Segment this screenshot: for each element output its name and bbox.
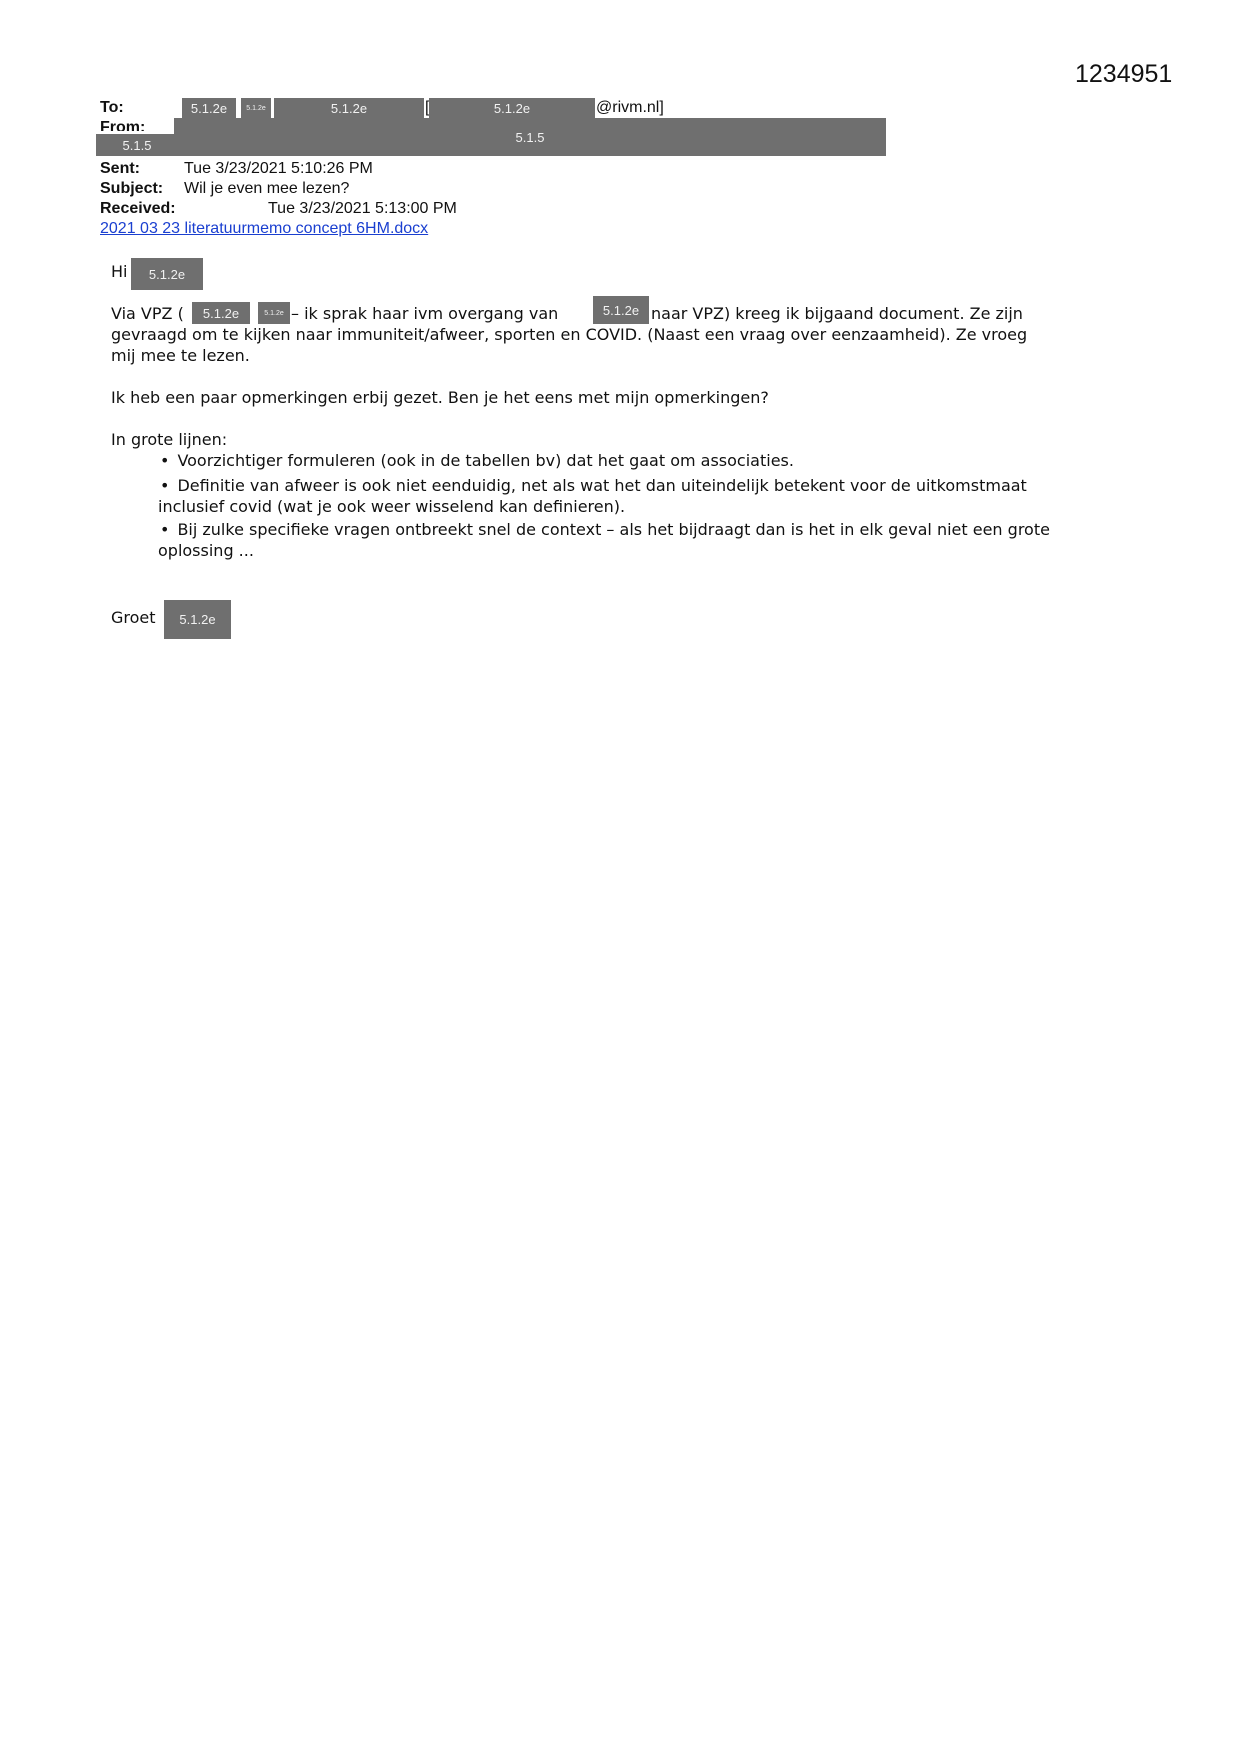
- closing: Groet: [111, 608, 156, 627]
- subject-label: Subject:: [100, 180, 164, 197]
- p1-redaction-3: 5.1.2e: [593, 296, 649, 324]
- document-number: 1234951: [1075, 60, 1173, 88]
- received-value: Tue 3/23/2021 5:13:00 PM: [268, 200, 457, 217]
- attachment-link[interactable]: 2021 03 23 literatuurmemo concept 6HM.docx: [100, 220, 429, 237]
- p1-end: naar VPZ) kreeg ik bijgaand document. Ze zijn: [651, 304, 1023, 323]
- to-redaction-2: 5.1.2e: [241, 98, 271, 118]
- sent-value: Tue 3/23/2021 5:10:26 PM: [184, 160, 373, 177]
- from-label: From:: [100, 119, 146, 131]
- greeting: Hi: [111, 262, 128, 281]
- p1-redaction-1: 5.1.2e: [192, 302, 250, 324]
- bullet-1: • Voorzichtiger formuleren (ook in de tabellen bv) dat het gaat om associaties.: [160, 450, 794, 471]
- p1-middle: – ik sprak haar ivm overgang van: [291, 304, 559, 323]
- to-open-bracket: [: [425, 99, 430, 116]
- from-redaction: 5.1.5: [174, 118, 886, 156]
- subject-value: Wil je even mee lezen?: [184, 180, 350, 197]
- bullet-3-line2: oplossing ...: [158, 541, 254, 560]
- to-redaction-4: 5.1.2e: [429, 98, 595, 118]
- p2: Ik heb een paar opmerkingen erbij gezet. Ben je het eens met mijn opmerkingen?: [111, 388, 769, 407]
- p3: In grote lijnen:: [111, 430, 228, 449]
- sent-label: Sent:: [100, 160, 140, 177]
- bullet-3-line1: • Bij zulke specifieke vragen ontbreekt snel de context – als het bijdraagt dan is het in elk geval niet een grote: [160, 519, 1050, 540]
- p1-start: Via VPZ (: [111, 304, 184, 323]
- p1-line2: gevraagd om te kijken naar immuniteit/afweer, sporten en COVID. (Naast een vraag over eenzaamheid). Ze vroeg: [111, 325, 1028, 344]
- to-domain: @rivm.nl]: [596, 99, 664, 116]
- to-label: To:: [100, 99, 124, 116]
- to-redaction-3: 5.1.2e: [274, 98, 424, 118]
- to-redaction-1: 5.1.2e: [182, 98, 236, 118]
- received-label: Received:: [100, 200, 176, 217]
- p1-line3: mij mee te lezen.: [111, 346, 250, 365]
- bullet-2-line2: inclusief covid (wat je ook weer wisselend kan definieren).: [158, 497, 626, 516]
- bullet-2-line1: • Definitie van afweer is ook niet eenduidig, net als wat het dan uiteindelijk betekent voor de uitkomstmaat: [160, 475, 1027, 496]
- from-redaction-label: 5.1.5: [96, 134, 178, 156]
- greeting-redaction: 5.1.2e: [131, 258, 203, 290]
- closing-redaction: 5.1.2e: [164, 600, 231, 639]
- p1-redaction-2: 5.1.2e: [258, 302, 290, 324]
